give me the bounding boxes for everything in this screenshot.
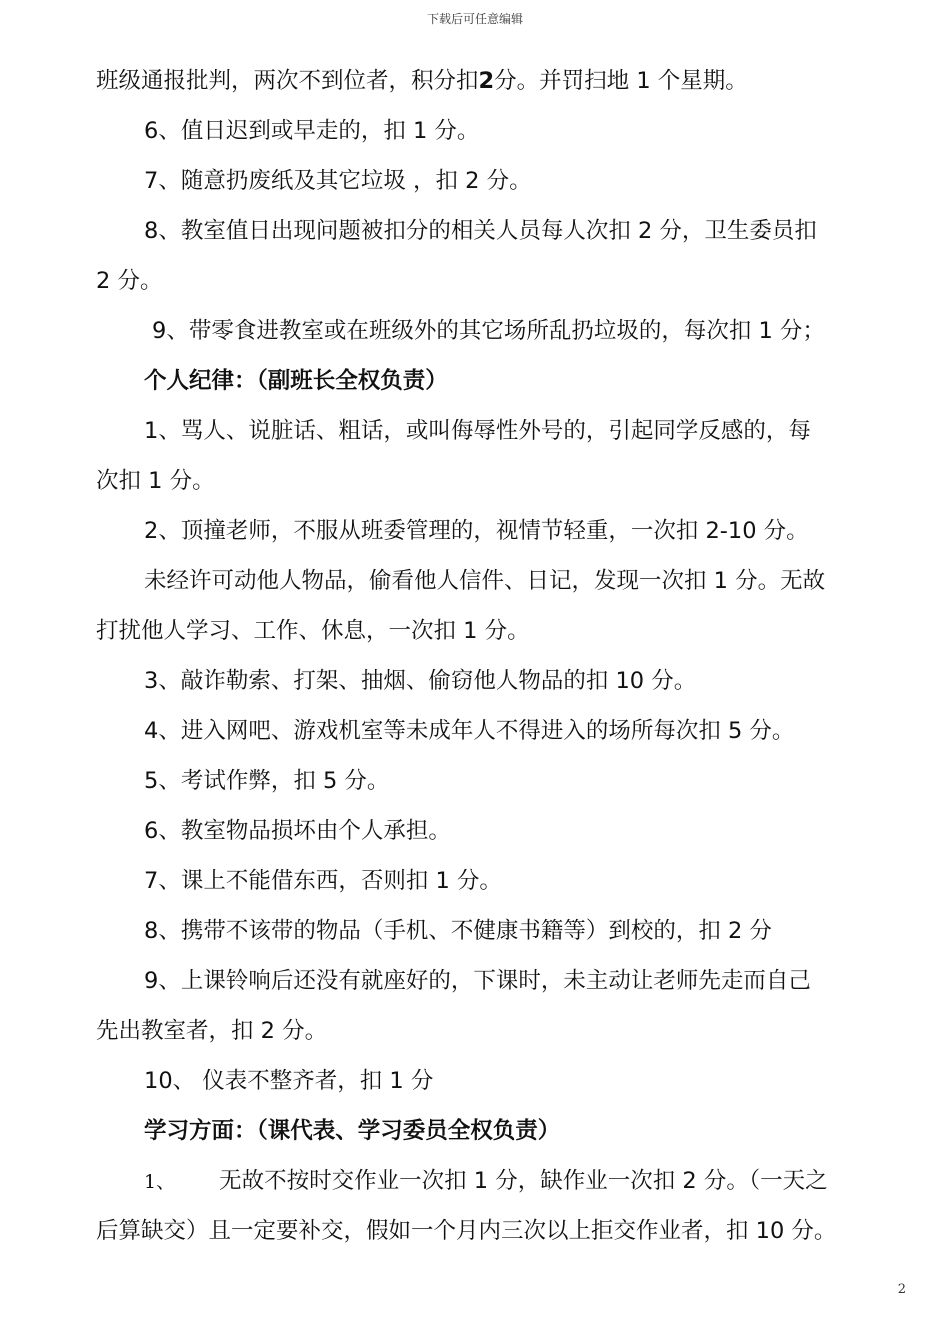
- text-run: 班级通报批判，两次不到位者，积分扣: [96, 68, 479, 94]
- rule-item: 9、上课铃响后还没有就座好的，下课时，未主动让老师先走而自己: [144, 968, 811, 994]
- rule-item: 未经许可动他人物品，偷看他人信件、日记，发现一次扣 1 分。无故: [144, 568, 826, 594]
- rule-item: 6、值日迟到或早走的，扣 1 分。: [144, 118, 480, 144]
- text-run: 无故不按时交作业一次扣 1 分，缺作业一次扣 2 分。（一天之: [219, 1168, 828, 1194]
- document-body: [96, 56, 886, 1256]
- rule-item: 6、教室物品损坏由个人承担。: [144, 818, 451, 844]
- page-header: 下载后可任意编辑: [426, 12, 523, 26]
- rule-item: 4、进入网吧、游戏机室等未成年人不得进入的场所每次扣 5 分。: [144, 718, 795, 744]
- rule-item: 8、携带不该带的物品（手机、不健康书籍等）到校的，扣 2 分: [144, 918, 772, 944]
- rule-item: 9、带零食进教室或在班级外的其它场所乱扔垃圾的，每次扣 1 分；: [152, 318, 825, 344]
- paragraph-line: 先出教室者，扣 2 分。: [96, 1018, 328, 1044]
- paragraph-line: 次扣 1 分。: [96, 468, 215, 494]
- rule-item: 10、 仪表不整齐者，扣 1 分: [144, 1068, 434, 1094]
- rule-item: 5、考试作弊，扣 5 分。: [144, 768, 390, 794]
- paragraph-line: 2 分。: [96, 268, 163, 294]
- rule-item: 7、随意扔废纸及其它垃圾 ，扣 2 分。: [144, 168, 532, 194]
- rule-item: 8、教室值日出现问题被扣分的相关人员每人次扣 2 分，卫生委员扣: [144, 218, 817, 244]
- rule-item: [96, 1156, 886, 1206]
- rule-item: 2、顶撞老师，不服从班委管理的，视情节轻重，一次扣 2-10 分。: [144, 518, 809, 544]
- item-number: 1、: [144, 1171, 176, 1193]
- rule-item: 7、课上不能借东西，否则扣 1 分。: [144, 868, 502, 894]
- rule-item: 1、骂人、说脏话、粗话，或叫侮辱性外号的，引起同学反感的，每: [144, 418, 811, 444]
- paragraph-line: [96, 56, 886, 106]
- paragraph-line: 打扰他人学习、工作、休息，一次扣 1 分。: [96, 618, 530, 644]
- rule-item: 3、敲诈勒索、打架、抽烟、偷窃他人物品的扣 10 分。: [144, 668, 697, 694]
- section-heading: 学习方面：（课代表、学习委员全权负责）: [144, 1118, 561, 1144]
- page-number: 2: [897, 1282, 906, 1297]
- text-run: 分。并罚扫地 1 个星期。: [494, 68, 748, 94]
- paragraph-line: 后算缺交）且一定要补交，假如一个月内三次以上拒交作业者，扣 10 分。: [96, 1218, 837, 1244]
- section-heading: 个人纪律：（副班长全权负责）: [144, 368, 448, 394]
- text-run-bold: 2: [478, 68, 495, 94]
